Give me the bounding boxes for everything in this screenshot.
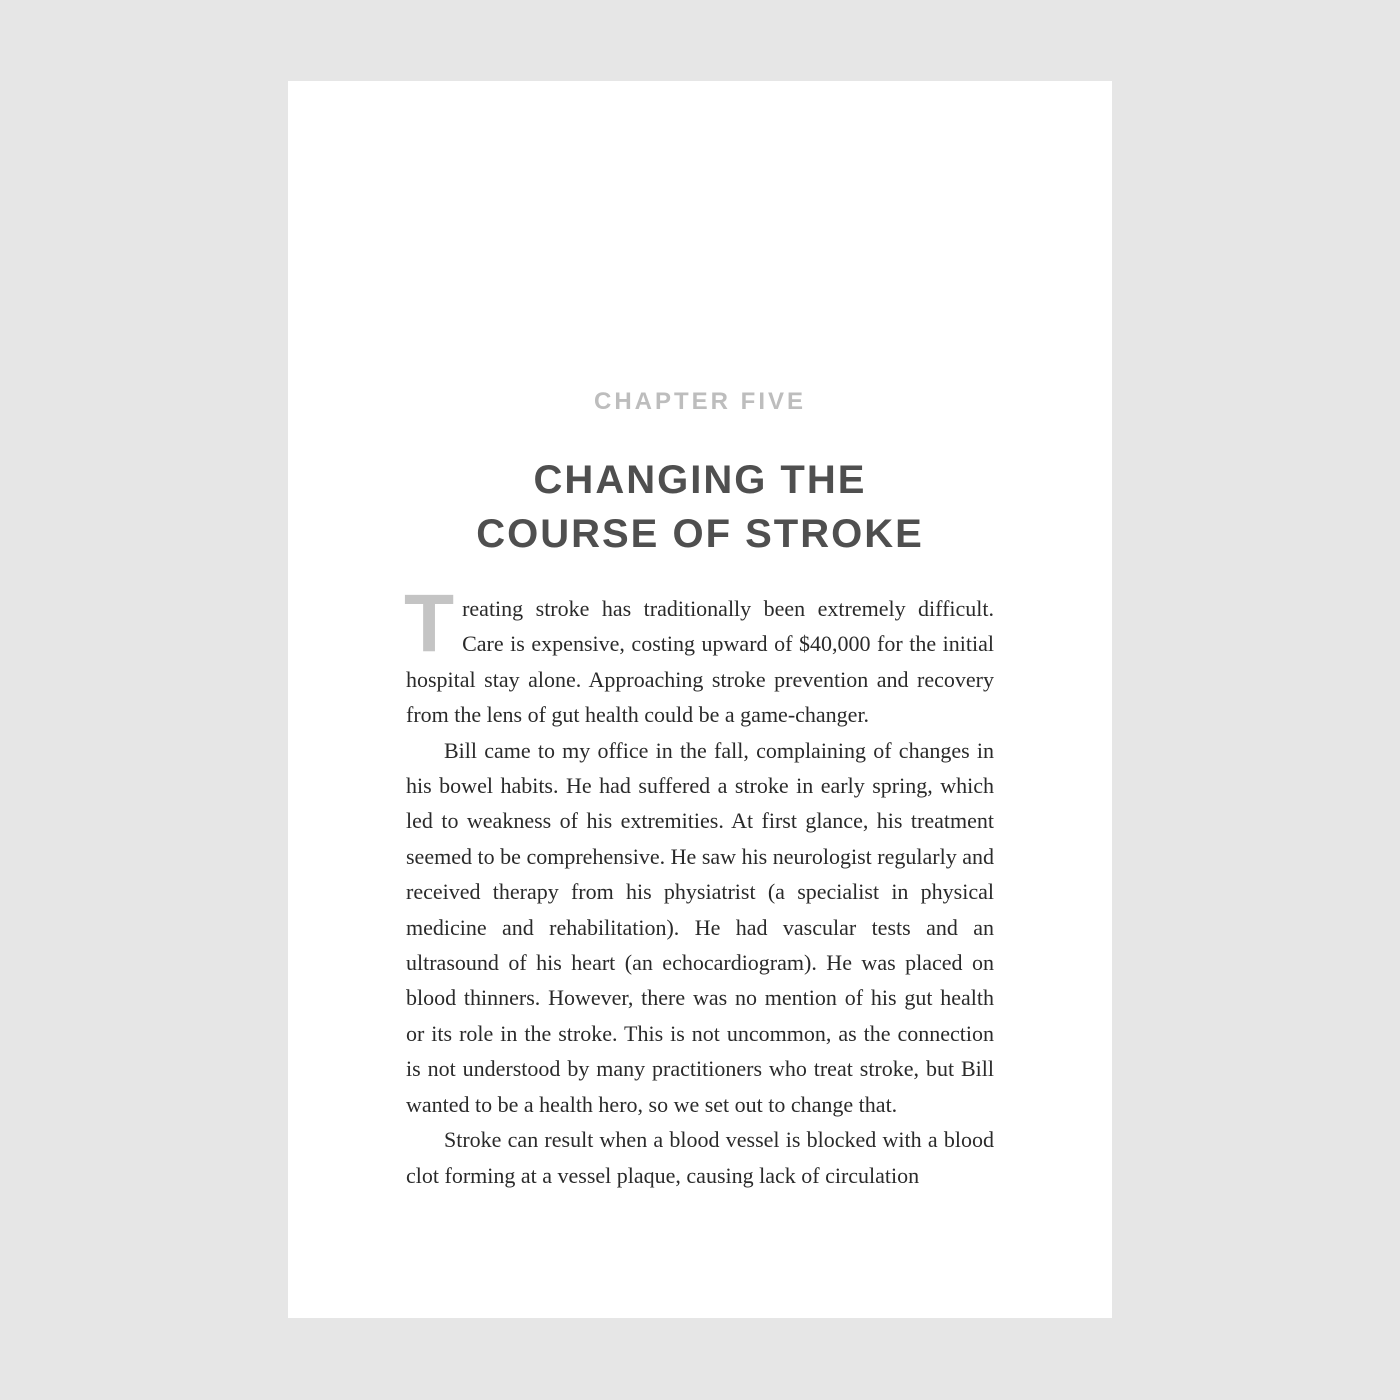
chapter-title-line-2: COURSE OF STROKE: [476, 512, 924, 556]
paragraph-1-text: reating stroke has traditionally been extremely difficult. Care is expensive, costing upward of $40,000 for the initial hospital stay alone. Approaching stroke prevention and recovery from the lens of gut health could be a game-changer.: [406, 596, 994, 728]
paragraph-3: Stroke can result when a blood vessel is blocked with a blood clot forming at a vessel plaque, causing lack of circulation: [406, 1127, 994, 1188]
chapter-title-line-1: CHANGING THE: [533, 458, 867, 502]
chapter-title: [288, 453, 1112, 561]
chapter-label: CHAPTER FIVE: [593, 388, 806, 415]
drop-cap: T: [404, 578, 455, 669]
chapter-body: [404, 578, 994, 1193]
paragraph-2: Bill came to my office in the fall, complaining of changes in his bowel habits. He had suffered a stroke in early spring, which led to weakness of his extremities. At first glance, his treatment seemed to be comprehensive. He saw his neurologist regularly and received therapy from his physiatrist (a specialist in physical medicine and rehabilitation). He had vascular tests and an ultrasound of his heart (an echocardiogram). He was placed on blood thinners. However, there was no mention of his gut health or its role in the stroke. This is not uncommon, as the connection is not understood by many practitioners who treat stroke, but Bill wanted to be a health hero, so we set out to change that.: [406, 737, 994, 1117]
paragraph-1: [404, 578, 994, 733]
